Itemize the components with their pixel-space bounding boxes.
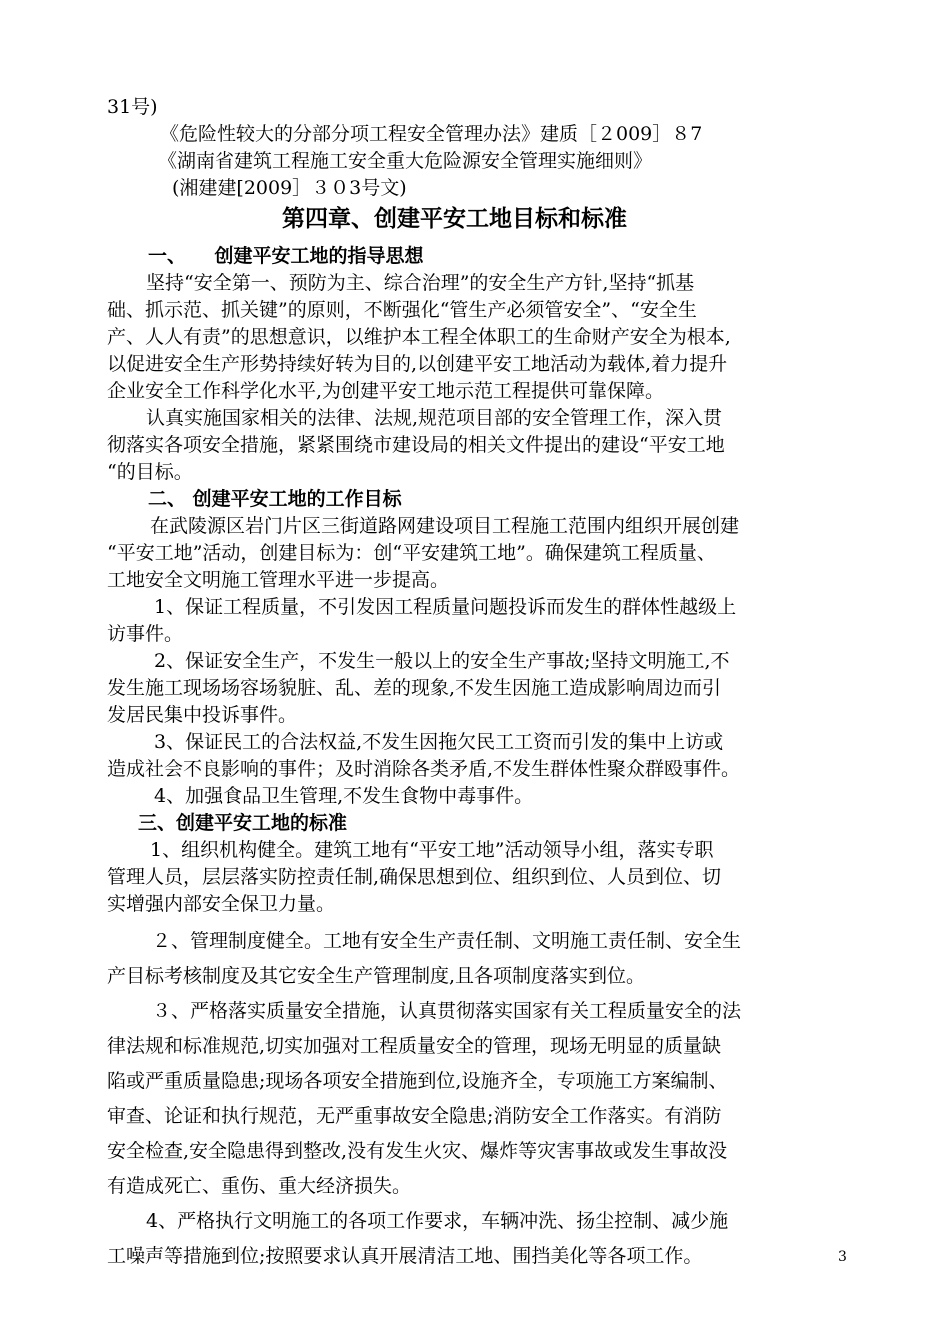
text-line: 彻落实各项安全措施，紧紧围绕市建设局的相关文件提出的建设“平安工地 [107,434,725,456]
text-line: 企业安全工作科学化水平,为创建平安工地示范工程提供可靠保障。 [107,380,665,402]
text-line: 发生施工现场场容场貌脏、乱、差的现象,不发生因施工造成影响周边而引 [107,677,722,699]
text-line: 认真实施国家相关的法律、法规,规范项目部的安全管理工作，深入贯 [146,407,723,429]
text-line: 律法规和标准规范,切实加强对工程质量安全的管理，现场无明显的质量缺 [107,1035,722,1057]
text-line: ３、严格落实质量安全措施，认真贯彻落实国家有关工程质量安全的法 [152,1000,742,1022]
text-line: 在武陵源区岩门片区三街道路网建设项目工程施工范围内组织开展创建 [150,515,740,537]
text-line: 陷或严重质量隐患;现场各项安全措施到位,设施齐全，专项施工方案编制、 [107,1070,728,1092]
text-line: 工噪声等措施到位;按照要求认真开展清洁工地、围挡美化等各项工作。 [107,1245,703,1267]
page-number: 3 [838,1249,847,1265]
text-line: 坚持“安全第一、预防为主、综合治理”的安全生产方针,坚持“抓基 [146,272,695,294]
text-line: 《危险性较大的分部分项工程安全管理办法》建质［２009］８7 [160,123,703,145]
text-line: 础、抓示范、抓关键”的原则，不断强化“管生产必须管安全”、“安全生 [107,299,697,321]
text-line: 实增强内部安全保卫力量。 [107,893,336,915]
text-line: 有造成死亡、重伤、重大经济损失。 [107,1175,412,1197]
text-line: 31号) [107,96,158,118]
text-line: 管理人员，层层落实防控责任制,确保思想到位、组织到位、人员到位、切 [107,866,722,888]
text-line: 1、组织机构健全。建筑工地有“平安工地”活动领导小组，落实专职 [150,839,714,861]
chapter-title: 第四章、创建平安工地目标和标准 [282,206,627,232]
text-line: 产目标考核制度及其它安全生产管理制度,且各项制度落实到位。 [107,965,646,987]
section-heading: 一、 创建平安工地的指导思想 [148,245,424,267]
text-line: 审查、论证和执行规范，无严重事故安全隐患;消防安全工作落实。有消防 [107,1105,722,1127]
text-line: 3、保证民工的合法权益,不发生因拖欠民工工资而引发的集中上访或 [154,731,724,753]
text-line: 访事件。 [107,623,184,645]
text-line: 以促进安全生产形势持续好转为目的,以创建平安工地活动为载体,着力提升 [107,353,728,375]
section-heading: 二、 创建平安工地的工作目标 [148,488,402,510]
section-heading: 三、创建平安工地的标准 [138,812,348,834]
text-line: (湘建建[2009］３０3号文) [172,177,407,199]
text-line: 1、保证工程质量，不引发因工程质量问题投诉而发生的群体性越级上 [154,596,737,618]
text-line: “的目标。 [107,461,193,483]
text-line: 安全检查,安全隐患得到整改,没有发生火灾、爆炸等灾害事故或发生事故没 [107,1140,728,1162]
text-line: 造成社会不良影响的事件；及时消除各类矛盾,不发生群体性聚众群殴事件。 [107,758,741,780]
text-line: 《湖南省建筑工程施工安全重大危险源安全管理实施细则》 [158,150,653,172]
text-line: 工地安全文明施工管理水平进一步提高。 [107,569,450,591]
text-line: 4、加强食品卫生管理,不发生食物中毒事件。 [154,785,534,807]
text-line: 发居民集中投诉事件。 [107,704,298,726]
text-line: 产、人人有责”的思想意识，以维护本工程全体职工的生命财产安全为根本, [107,326,731,348]
text-line: “平安工地”活动，创建目标为：创“平安建筑工地”。确保建筑工程质量、 [107,542,716,564]
text-line: 2、保证安全生产，不发生一般以上的安全生产事故;坚持文明施工,不 [154,650,730,672]
text-line: 4、严格执行文明施工的各项工作要求，车辆冲洗、扬尘控制、减少施 [146,1210,729,1232]
text-line: ２、管理制度健全。工地有安全生产责任制、文明施工责任制、安全生 [152,930,742,952]
